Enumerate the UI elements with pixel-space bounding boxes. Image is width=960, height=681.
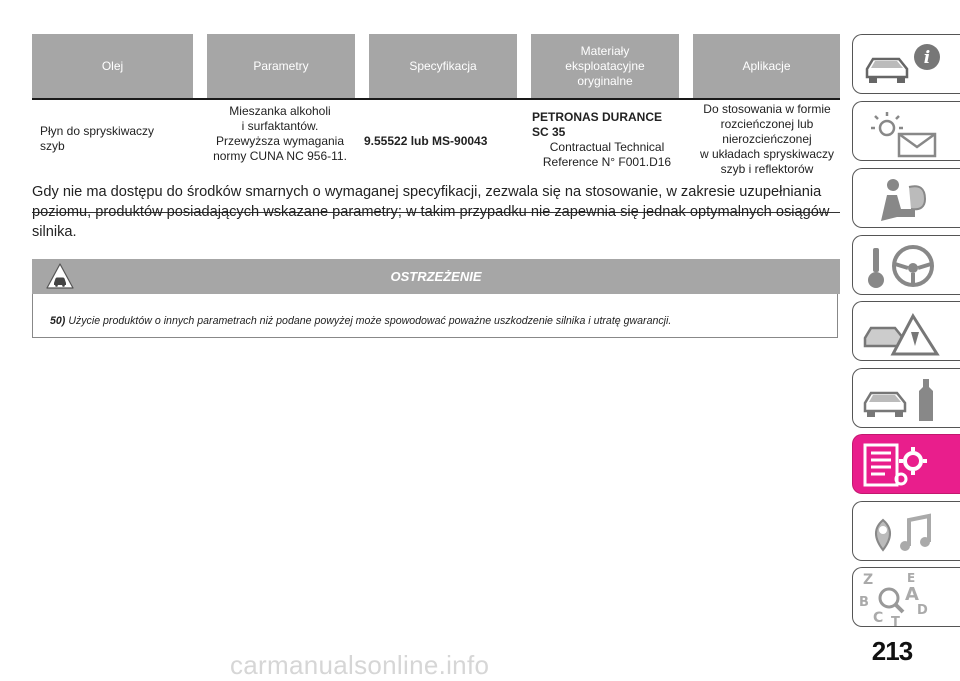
cell-olej: Płyn do spryskiwaczy szyb — [40, 124, 155, 153]
table-header — [32, 34, 840, 98]
warning-title: OSTRZEŻENIE — [390, 269, 482, 284]
tab-multimedia[interactable] — [852, 501, 960, 561]
tab-emergency[interactable] — [852, 301, 960, 361]
svg-text:T: T — [891, 615, 900, 628]
warning-number: 50) — [50, 315, 66, 327]
tab-index[interactable] — [852, 567, 960, 627]
tab-warning-lights[interactable] — [852, 101, 960, 161]
cell-aplikacje: Do stosowania w formie rozcieńczonej lub nierozcieńczonej w układach spryskiwaczy szyb i reflektorów — [699, 102, 835, 176]
tab-starting-driving[interactable] — [852, 235, 960, 295]
tab-technical-data[interactable] — [852, 434, 960, 494]
technical-data-icon — [853, 435, 960, 495]
alphabetical-index-icon — [853, 568, 960, 628]
car-maintenance-icon — [853, 369, 960, 429]
svg-text:B: B — [859, 595, 869, 610]
svg-text:Z: Z — [863, 572, 874, 588]
tab-maintenance[interactable] — [852, 368, 960, 428]
cell-specyfikacja: 9.55522 lub MS-90043 — [364, 134, 488, 148]
multimedia-icon — [853, 502, 960, 562]
header-aplikacje: Aplikacje — [693, 34, 840, 98]
tab-car-info[interactable] — [852, 34, 960, 94]
header-specyfikacja: Specyfikacja — [369, 34, 517, 98]
svg-text:E: E — [907, 571, 916, 585]
header-olej: Olej — [32, 34, 193, 98]
watermark: carmanualsonline.info — [230, 650, 490, 680]
warning-lights-icon — [853, 102, 960, 162]
tab-safety[interactable] — [852, 168, 960, 228]
car-info-icon — [853, 35, 960, 95]
airbag-seat-icon — [853, 169, 960, 229]
cell-parametry: Mieszanka alkoholi i surfaktantów. Przewyższa wymagania normy CUNA NC 956-11. — [213, 104, 347, 163]
car-emergency-icon — [853, 302, 960, 362]
warning-text: 50) Użycie produktów o innych parametrach niż podane powyżej może spowodować poważne uszkodzenie silnika i utratę gwarancji. — [50, 315, 672, 327]
warning-body — [32, 294, 838, 338]
cell-materialy: PETRONAS DURANCE SC 35 Contractual Technical Reference N° F001.D16 — [532, 110, 672, 169]
warning-header — [32, 259, 840, 294]
svg-text:D: D — [917, 603, 928, 618]
page-number: 213 — [871, 636, 913, 666]
svg-text:C: C — [873, 610, 884, 626]
key-steering-wheel-icon — [853, 236, 960, 296]
header-parametry: Parametry — [207, 34, 355, 98]
header-materialy: Materiały eksploatacyjne oryginalne — [531, 34, 679, 98]
svg-text:i: i — [923, 48, 931, 68]
svg-text:A: A — [905, 584, 919, 605]
note-paragraph: Gdy nie ma dostępu do środków smarnych o wymaganej specyfikacji, zezwala się na stosowanie, w zakresie uzupełniania poziomu, produktów posiadających wskazane parametry; w takim przypadku nie zapewnia się jednak optymalnych osiągów silnika. — [32, 184, 830, 240]
